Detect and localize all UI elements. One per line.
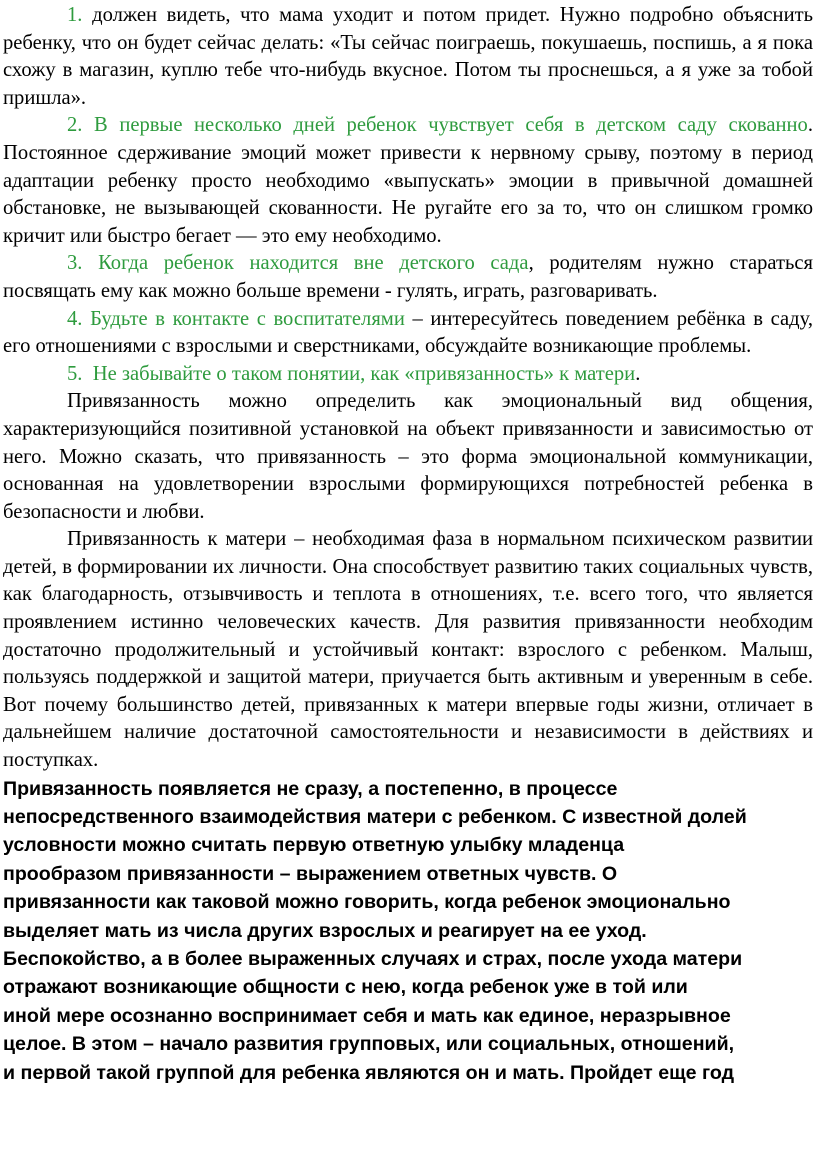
bold-line: Привязанность появляется не сразу, а постепенно, в процессе bbox=[3, 777, 618, 800]
bold-line: непосредственного взаимодействия матери с ребенком. С известной долей bbox=[3, 806, 747, 829]
list-highlight: Будьте в контакте с воспитателями bbox=[90, 307, 405, 330]
list-text: , родителям нужно стараться посвящать ему как можно больше времени - гулять, играть, разговаривать. bbox=[3, 252, 813, 302]
list-text: – интересуйтесь поведением ребёнка в саду, его отношениями с взрослыми и сверстниками, обсуждайте возникающие проблемы. bbox=[3, 307, 813, 358]
bold-line: целое. В этом – начало развития групповых, или социальных, отношений, bbox=[3, 1033, 735, 1056]
list-item-4 bbox=[3, 306, 813, 361]
list-text: . Постоянное сдерживание эмоций может привести к нервному срыву, поэтому в период адаптации ребенку просто необходимо «выпускать» эмоции в привычной домашней обстановке, не вызывающей скованности. Не ругайте его за то, что он слишком громко кричит или быстро бегает — это ему необходимо. bbox=[3, 114, 813, 247]
list-number: 5. bbox=[67, 362, 83, 385]
bold-line: условности можно считать первую ответную улыбку младенца bbox=[3, 834, 625, 857]
list-text: должен видеть, что мама уходит и потом придет. Нужно подробно объяснить ребенку, что он будет сейчас делать: «Ты сейчас поиграешь, покушаешь, поспишь, а я пока схожу в магазин, куплю тебе что-нибудь вкусное. Потом ты проснешься, а я уже за тобой пришла». bbox=[3, 4, 813, 109]
bold-line: прообразом привязанности – выражением ответных чувств. О bbox=[3, 862, 618, 885]
bold-line: Беспокойство, а в более выраженных случаях и страх, после ухода матери bbox=[3, 948, 743, 971]
list-number: 1. bbox=[67, 4, 83, 26]
bold-paragraph bbox=[3, 775, 813, 1087]
list-number: 2. bbox=[67, 114, 83, 137]
bold-line: иной мере осознанно воспринимает себя и мать как единое, неразрывное bbox=[3, 1004, 731, 1027]
list-number: 4. bbox=[67, 307, 83, 330]
list-item-3 bbox=[3, 250, 813, 305]
paragraph-attachment-definition: Привязанность можно определить как эмоциональный вид общения, характеризующийся позитивной установкой на объект привязанности и зависимостью от него. Можно сказать, что привязанность – это форма эмоциональной коммуникации, основанная на удовлетворении взрослыми формирующихся потребностей ребенка в безопасности и любви. bbox=[3, 390, 813, 523]
bold-line: привязанности как таковой можно говорить, когда ребенок эмоционально bbox=[3, 891, 731, 914]
list-highlight: Когда ребенок находится вне детского сада bbox=[98, 252, 529, 275]
list-number: 3. bbox=[67, 252, 83, 275]
list-highlight: В первые несколько дней ребенок чувствует себя в детском саду скованно bbox=[94, 114, 808, 137]
list-item-5 bbox=[3, 361, 813, 389]
bold-line: отражают возникающие общности с нею, когда ребенок уже в той или bbox=[3, 976, 688, 999]
bold-line: выделяет мать из числа других взрослых и реагирует на ее уход. bbox=[3, 919, 647, 942]
bold-line: и первой такой группой для ребенка являются он и мать. Пройдет еще год bbox=[3, 1061, 735, 1084]
list-item-1 bbox=[3, 2, 813, 112]
list-highlight: Не забывайте о таком понятии, как «привязанность» к матери bbox=[92, 362, 636, 385]
paragraph-attachment-mother: Привязанность к матери – необходимая фаза в нормальном психическом развитии детей, в формировании их личности. Она способствует развитию таких социальных чувств, как благодарность, отзывчивость и теплота в отношениях, т.е. всего того, что является проявлением истинно человеческих качеств. Для развития привязанности необходим достаточно продолжительный и устойчивый контакт: взрослого с ребенком. Малыш, пользуясь поддержкой и защитой матери, приучается быть активным и уверенным в себе. Вот почему большинство детей, привязанных к матери впервые годы жизни, отличает в дальнейшем наличие достаточной самостоятельности и независимости в действиях и поступках. bbox=[3, 528, 813, 772]
list-text: . bbox=[635, 362, 641, 385]
list-item-2 bbox=[3, 112, 813, 250]
